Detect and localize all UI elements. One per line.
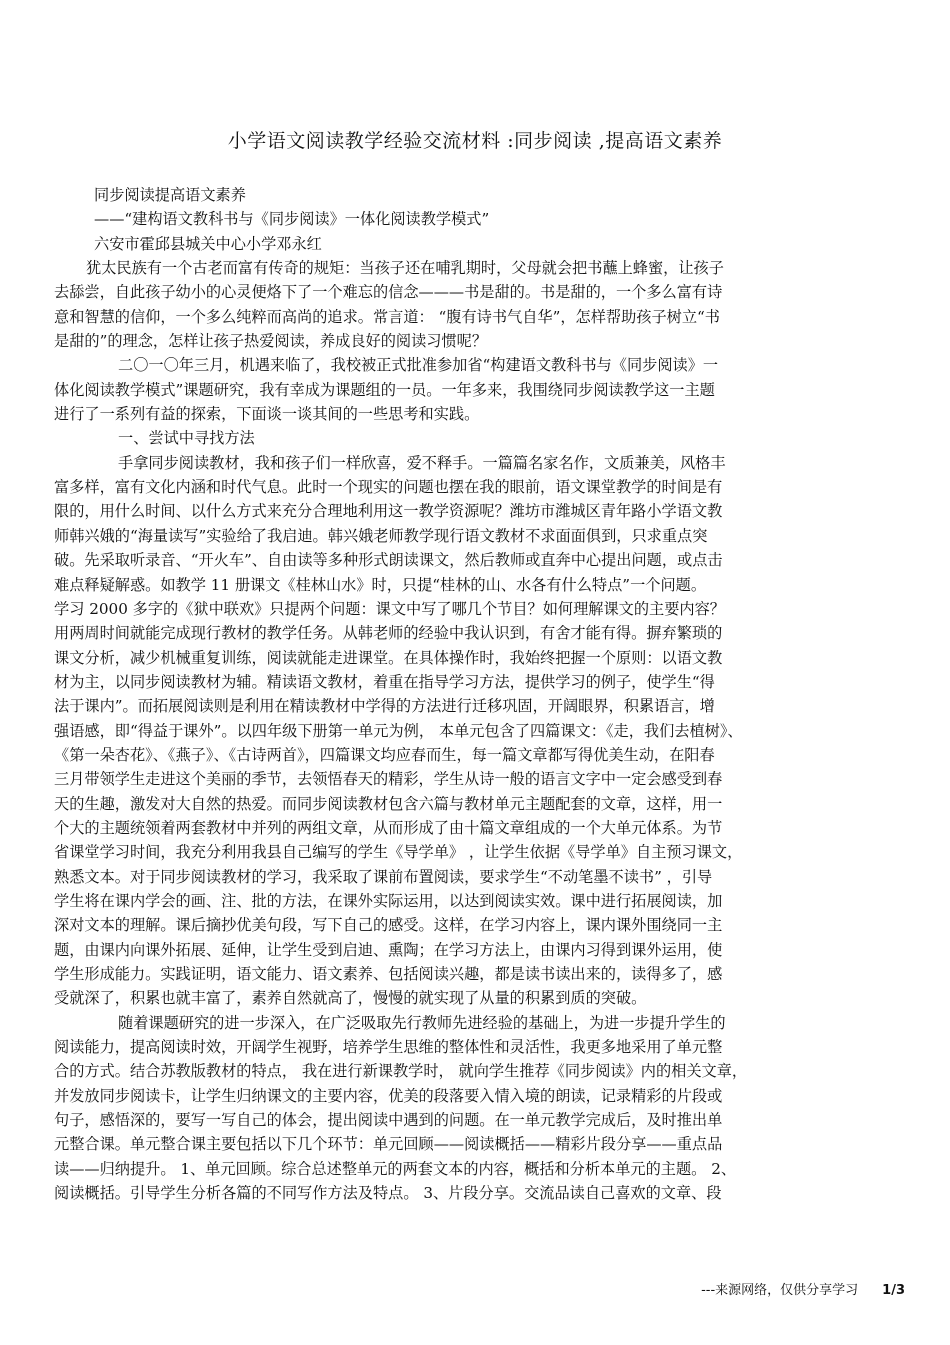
text-line: 《第一朵杏花》、《燕子》、《古诗两首》，四篇课文均应春而生，每一篇文章都写得优美生动，在阳春 <box>54 745 715 764</box>
text-line: 题，由课内向课外拓展、延伸，让学生受到启迪、熏陶；在学习方法上，由课内习得到课外运用，使 <box>54 940 723 959</box>
text-line: 并发放同步阅读卡，让学生归纳课文的主要内容，优美的段落要入情入境的朗读，记录精彩的片段或 <box>54 1086 723 1105</box>
text-line: 用两周时间就能完成现行教材的教学任务。从韩老师的经验中我认识到，有舍才能有得。摒弃繁琐的 <box>54 624 723 643</box>
text-line: 熟悉文本。对于同步阅读教材的学习，我采取了课前布置阅读，要求学生“不动笔墨不读书” ，引导 <box>54 867 713 886</box>
text-line: 犹太民族有一个古老而富有传奇的规矩：当孩子还在哺乳期时，父母就会把书蘸上蜂蜜，让孩子 <box>86 259 724 278</box>
document-title: 小学语文阅读教学经验交流材料 :同步阅读 ,提高语文素养 <box>227 130 723 152</box>
text-line: 去舔尝，自此孩子幼小的心灵便烙下了一个难忘的信念———书是甜的。书是甜的，一个多么富有诗 <box>54 283 723 302</box>
text-line: 进行了一系列有益的探索，下面谈一谈其间的一些思考和实践。 <box>54 405 480 424</box>
subtitle-line: 同步阅读提高语文素养 <box>94 186 246 204</box>
text-line: 手拿同步阅读教材，我和孩子们一样欣喜，爱不释手。一篇篇名家名作，文质兼美，风格丰 <box>118 453 726 472</box>
text-line: 句子，感悟深的，要写一写自己的体会，提出阅读中遇到的问题。在一单元教学完成后，及时推出单 <box>54 1111 723 1130</box>
page-number: 1/3 <box>882 1283 905 1298</box>
text-line: 学生将在课内学会的画、注、批的方法，在课外实际运用，以达到阅读实效。课中进行拓展阅读，加 <box>54 891 723 910</box>
text-line: 深对文本的理解。课后摘抄优美句段，写下自己的感受。这样，在学习内容上，课内课外围绕同一主 <box>54 916 723 935</box>
author-line: 六安市霍邱县城关中心小学邓永红 <box>94 234 322 253</box>
source-note: ---来源网络，仅供分享学习 <box>701 1283 859 1298</box>
text-line: 是甜的”的理念，怎样让孩子热爱阅读，养成良好的阅读习惯呢？ <box>54 332 488 351</box>
text-line: 强语感，即“得益于课外”。以四年级下册第一单元为例， 本单元包含了四篇课文：《走，我们去植树》、 <box>54 721 743 740</box>
text-line: 元整合课。单元整合课主要包括以下几个环节：单元回顾——阅读概括——精彩片段分享——重点品 <box>54 1135 723 1154</box>
text-line: 限的，用什么时间、以什么方式来充分合理地利用这一教学资源呢？潍坊市潍城区青年路小学语文教 <box>54 502 723 521</box>
text-line: 学生形成能力。实践证明，语文能力、语文素养、包括阅读兴趣，都是读书读出来的，读得多了，感 <box>54 965 723 983</box>
text-line: 难点释疑解惑。如教学 11 册课文《桂林山水》时，只提“桂林的山、水各有什么特点”一个问题。 <box>54 575 707 594</box>
text-line: 二〇一〇年三月，机遇来临了，我校被正式批准参加省“构建语文教科书与《同步阅读》一 <box>118 356 719 375</box>
text-line: 读——归纳提升。 1、单元回顾。综合总述整单元的两套文本的内容，概括和分析本单元的主题。 2、 <box>54 1159 737 1178</box>
text-line: 体化阅读教学模式”课题研究，我有幸成为课题组的一员。一年多来，我围绕同步阅读教学这一主题 <box>54 380 715 399</box>
text-line: 富多样，富有文化内涵和时代气息。此时一个现实的问题也摆在我的眼前，语文课堂教学的时间是有 <box>54 478 723 497</box>
text-line: 省课堂学习时间，我充分利用我县自己编写的学生《导学单》 ，让学生依据《导学单》自主预习课文， <box>54 843 743 862</box>
text-line: 师韩兴娥的“海量读写”实验给了我启迪。韩兴娥老师教学现行语文教材不求面面俱到，只求重点突 <box>54 526 708 545</box>
text-line: 三月带领学生走进这个美丽的季节，去领悟春天的精彩，学生从诗一般的语言文字中一定会感受到春 <box>54 770 723 789</box>
text-line: 阅读概括。引导学生分析各篇的不同写作方法及特点。 3、片段分享。交流品读自己喜欢的文章、段 <box>54 1184 722 1203</box>
subtitle-line: ——“建构语文教科书与《同步阅读》一体化阅读教学模式” <box>94 210 490 229</box>
text-line: 受就深了，积累也就丰富了，素养自然就高了，慢慢的就实现了从量的积累到质的突破。 <box>54 989 647 1008</box>
text-line: 阅读能力，提高阅读时效，开阔学生视野，培养学生思维的整体性和灵活性，我更多地采用了单元整 <box>54 1038 723 1057</box>
text-line: 个大的主题统领着两套教材中并列的两组文章，从而形成了由十篇文章组成的一个大单元体系。为节 <box>54 818 723 837</box>
document-body <box>54 183 896 1205</box>
text-line: 破。先采取听录音、“开火车”、自由读等多种形式朗读课文，然后教师或直奔中心提出问题，或点击 <box>54 551 723 570</box>
text-line: 材为主，以同步阅读教材为辅。精读语文教材，着重在指导学习方法，提供学习的例子，使学生“得 <box>54 672 715 691</box>
section-heading: 一、尝试中寻找方法 <box>118 429 255 448</box>
text-line: 天的生趣，激发对大自然的热爱。而同步阅读教材包含六篇与教材单元主题配套的文章，这样，用一 <box>54 794 723 813</box>
text-line: 意和智慧的信仰，一个多么纯粹而高尚的追求。常言道： “腹有诗书气自华”，怎样帮助孩子树立“书 <box>54 307 720 326</box>
page-footer <box>0 1279 905 1298</box>
text-line: 法于课内”。而拓展阅读则是利用在精读教材中学得的方法进行迁移巩固，开阔眼界，积累语言，增 <box>54 697 715 716</box>
text-line: 学习 2000 多字的《狱中联欢》只提两个问题：课文中写了哪几个节目？如何理解课文的主要内容？ <box>54 599 725 618</box>
text-line: 随着课题研究的进一步深入，在广泛吸取先行教师先进经验的基础上，为进一步提升学生的 <box>118 1013 726 1032</box>
text-line: 课文分析，减少机械重复训练，阅读就能走进课堂。在具体操作时，我始终把握一个原则：以语文教 <box>54 648 723 667</box>
text-line: 合的方式。结合苏教版教材的特点， 我在进行新课教学时， 就向学生推荐《同步阅读》内的相关文章， <box>54 1062 748 1081</box>
